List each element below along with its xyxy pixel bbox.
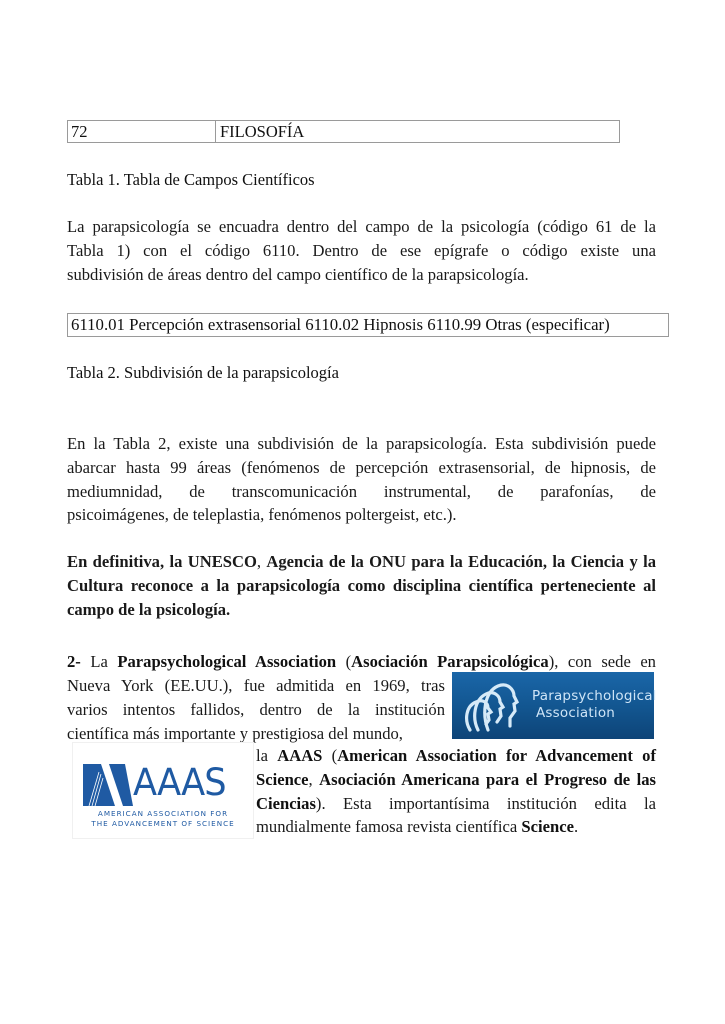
pa-logo-text <box>532 688 657 722</box>
text: ( <box>322 746 338 765</box>
paragraph-unesco <box>67 550 656 621</box>
paragraph-line: abarcar hasta 99 áreas (fenómenos de percepción extrasensorial, de hipnosis, de <box>67 457 656 477</box>
paragraph-line: Cultura reconoce a la parapsicología como disciplina científica perteneciente al <box>67 575 656 595</box>
paragraph-line: varios intentos fallidos, dentro de la institución <box>67 699 445 719</box>
subdivision-table <box>67 313 669 337</box>
paragraph-line <box>256 792 656 816</box>
field-name-cell: FILOSOFÍA <box>220 121 305 141</box>
paragraph-line: La parapsicología se encuadra dentro del campo de la psicología (código 61 de la <box>67 217 656 236</box>
text: , <box>308 769 320 789</box>
aaas-acronym: AAAS <box>277 746 323 765</box>
table2-caption: Tabla 2. Subdivisión de la parapsicología <box>67 363 339 382</box>
pa-logo-line2: Association <box>536 705 616 721</box>
paragraph-line <box>256 768 656 792</box>
heads-silhouette-icon <box>460 680 524 732</box>
text: mundialmente famosa revista científica <box>256 817 522 837</box>
aaas-wordmark: AAAS <box>133 761 226 804</box>
paragraph-line: En la Tabla 2, existe una subdivisión de la parapsicología. Esta subdivisión puede <box>67 434 656 453</box>
text: La <box>80 652 118 671</box>
paragraph-line <box>256 815 656 839</box>
parapsychological-association-logo <box>452 672 657 739</box>
separator: , <box>256 552 267 571</box>
text: la <box>256 746 278 765</box>
text: ). Esta importantísima institución edita la <box>315 793 656 813</box>
unesco-description: Agencia de la ONU para la Educación, la Ciencia y la <box>266 552 657 571</box>
text: . <box>573 817 579 837</box>
paragraph-line: campo de la psicología. <box>67 599 231 619</box>
table1-caption: Tabla 1. Tabla de Campos Científicos <box>67 170 315 189</box>
text: ), con sede en <box>548 652 656 671</box>
pa-name-es: Asociación Parapsicológica <box>351 652 549 671</box>
paragraph-line <box>256 744 656 768</box>
aaas-name-es: Asociación Americana para el Progreso de las <box>319 769 657 789</box>
field-code-cell: 72 <box>68 121 216 142</box>
aaas-subtitle-1: AMERICAN ASSOCIATION FOR <box>97 809 229 818</box>
paragraph-line: mediumnidad, de transcomunicación instrumental, de parafonías, de <box>67 481 656 501</box>
science-journal-name: Science <box>521 817 574 837</box>
aaas-logo <box>73 743 253 838</box>
paragraph-line: Nueva York (EE.UU.), fue admitida en 1969, tras <box>67 676 445 695</box>
fields-table <box>67 120 620 143</box>
paragraph-pa-wrap <box>67 674 445 745</box>
pa-name: Parapsychological Association <box>117 652 337 671</box>
paragraph-subdivision <box>67 432 656 527</box>
paragraph-line <box>67 550 656 574</box>
paragraph-line <box>67 650 656 674</box>
text: ( <box>336 652 352 671</box>
paragraph-line: científica más importante y prestigiosa del mundo, <box>67 723 403 743</box>
aaas-name-es-cont: Ciencias <box>256 793 316 813</box>
paragraph-line: subdivisión de áreas dentro del campo científico de la parapsicología. <box>67 264 529 284</box>
unesco-text: En definitiva, la UNESCO <box>67 552 257 571</box>
paragraph-pa <box>67 650 656 674</box>
subdivision-cell: 6110.01 Percepción extrasensorial 6110.02 Hipnosis 6110.99 Otras (especificar) <box>71 315 610 334</box>
item-number: 2- <box>67 652 81 671</box>
aaas-emblem-icon <box>83 764 133 806</box>
aaas-subtitle-2: THE ADVANCEMENT OF SCIENCE <box>91 819 235 828</box>
aaas-name-en: American Association for Advancement of <box>337 746 656 765</box>
paragraph-intro <box>67 215 656 286</box>
paragraph-line: psicoimágenes, de teleplastia, fenómenos poltergeist, etc.). <box>67 505 457 525</box>
paragraph-aaas <box>256 744 656 839</box>
aaas-name-en-cont: Science <box>256 769 309 789</box>
paragraph-line: Tabla 1) con el código 6110. Dentro de ese epígrafe o código existe una <box>67 240 656 260</box>
pa-logo-line1: Parapsychological <box>532 688 657 704</box>
